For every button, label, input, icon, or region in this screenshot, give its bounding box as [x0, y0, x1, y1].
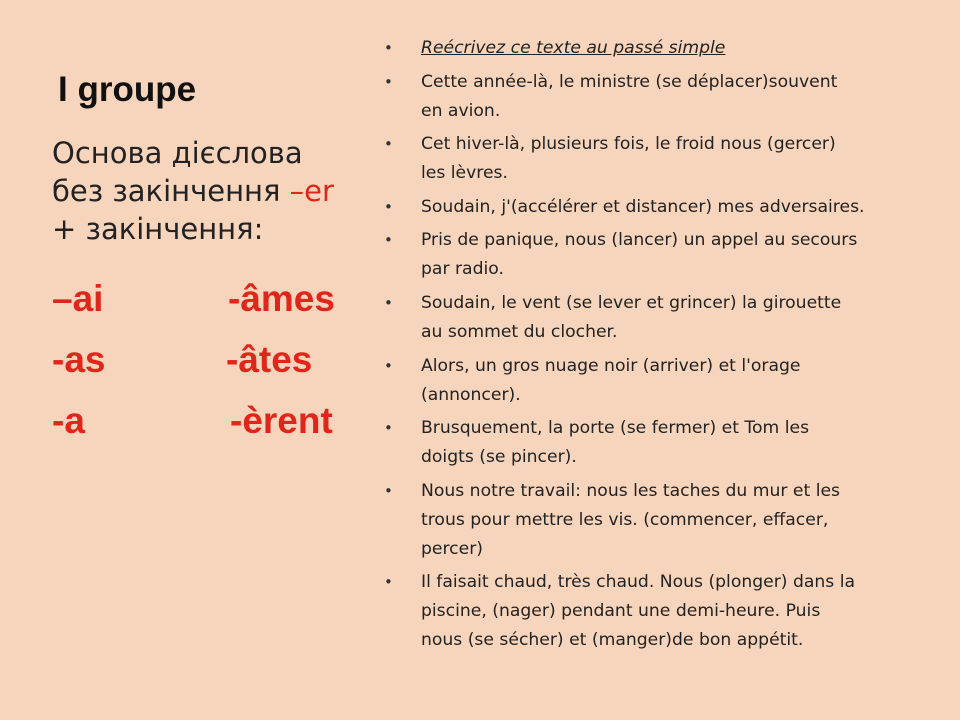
bullet-icon: • [384, 293, 393, 312]
ending-plural: -âtes [226, 339, 313, 380]
exercise-item [384, 193, 944, 222]
ending-singular: -as [52, 339, 106, 380]
rule-line-2-text: без закінчення [52, 174, 290, 208]
exercise-list [384, 34, 944, 660]
bullet-icon: • [384, 135, 393, 154]
bullet-icon: • [384, 72, 393, 91]
ending-plural: -èrent [230, 400, 333, 441]
exercise-line: Brusquement, la porte (se fermer) et Tom les [421, 418, 810, 439]
exercise-item [384, 68, 944, 126]
exercise-item [384, 130, 944, 188]
ending-row [52, 339, 382, 400]
ending-row [52, 278, 382, 339]
exercise-line: nous (se sécher) et (manger)de bon appétit. [421, 630, 804, 651]
slide-title: I groupe [58, 70, 197, 109]
exercise-item [384, 568, 944, 655]
bullet-icon: • [384, 231, 393, 250]
exercise-line: en avion. [421, 100, 501, 121]
bullet-icon: • [384, 573, 393, 592]
bullet-icon: • [384, 356, 393, 375]
exercise-line: Il faisait chaud, très chaud. Nous (plonger) dans la [421, 572, 856, 593]
exercise-line: Soudain, j'(accélérer et distancer) mes adversaires. [421, 196, 865, 217]
rule-er-suffix: –er [289, 174, 334, 208]
rule-line-1: Основа дієслова [52, 136, 303, 170]
exercise-line: les lèvres. [421, 163, 508, 184]
bullet-icon: • [384, 419, 393, 438]
exercise-item [384, 289, 944, 347]
exercise-line: Soudain, le vent (se lever et grincer) la girouette [421, 292, 842, 313]
instruction-text: Reécrivez ce texte au passé simple [421, 38, 726, 58]
exercise-item [384, 352, 944, 410]
exercise-line: Cette année-là, le ministre (se déplacer)souvent [421, 71, 838, 92]
exercise-instruction [384, 34, 944, 63]
ending-plural: -âmes [228, 278, 335, 319]
exercise-line: au sommet du clocher. [421, 321, 618, 342]
endings-table [52, 278, 382, 461]
exercise-line: piscine, (nager) pendant une demi-heure. Puis [421, 601, 821, 622]
exercise-item [384, 226, 944, 284]
ending-singular: –ai [52, 278, 104, 319]
bullet-icon: • [384, 197, 393, 216]
rule-line-3: + закінчення: [52, 212, 264, 246]
exercise-line: Nous notre travail: nous les taches du mur et les [421, 480, 841, 501]
exercise-line: Alors, un gros nuage noir (arriver) et l'orage [421, 355, 801, 376]
exercise-item [384, 477, 944, 564]
exercise-line: trous pour mettre les vis. (commencer, effacer, [421, 509, 829, 530]
bullet-icon: • [384, 39, 393, 57]
exercise-line: par radio. [421, 259, 504, 280]
exercise-line: Cet hiver-là, plusieurs fois, le froid nous (gercer) [421, 134, 836, 155]
exercise-item [384, 414, 944, 472]
ending-singular: -a [52, 400, 85, 441]
rule-description [52, 134, 372, 248]
exercise-line: percer) [421, 538, 483, 559]
exercise-line: doigts (se pincer). [421, 447, 577, 468]
exercise-line: (annoncer). [421, 384, 521, 405]
ending-row [52, 400, 382, 461]
bullet-icon: • [384, 481, 393, 500]
exercise-line: Pris de panique, nous (lancer) un appel au secours [421, 230, 858, 251]
rule-line-2 [52, 172, 372, 210]
